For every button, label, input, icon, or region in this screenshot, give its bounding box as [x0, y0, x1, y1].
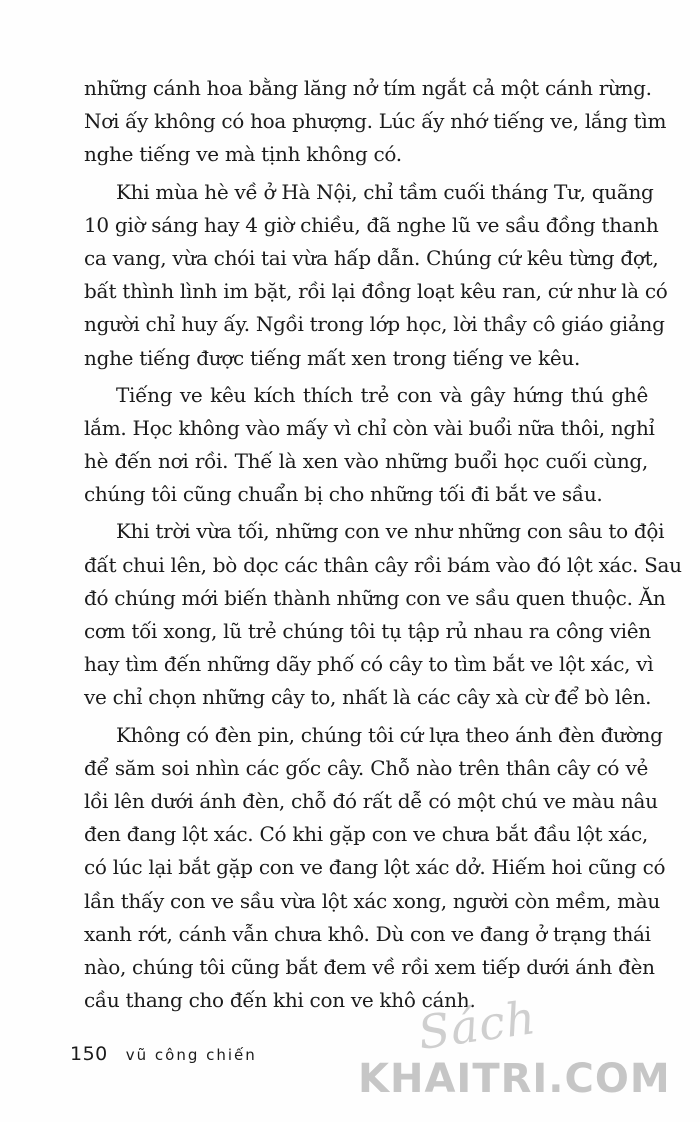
paragraph-1: [84, 72, 667, 172]
text-line: cầu thang cho đến khi con ve khô cánh.: [84, 988, 476, 1013]
text-line: nghe tiếng được tiếng mất xen trong tiếng ve kêu.: [84, 345, 581, 370]
text-line: nghe tiếng ve mà tịnh không có.: [84, 142, 402, 167]
text-line: đen đang lột xác. Có khi gặp con ve chưa bắt đầu lột xác,: [84, 822, 648, 847]
text-line: ca vang, vừa chói tai vừa hấp dẫn. Chúng cứ kêu từng đợt,: [84, 245, 659, 270]
page-number: 150: [70, 1043, 108, 1065]
text-line: Khi trời vừa tối, những con ve như những con sâu to đội: [116, 519, 665, 544]
text-line: Tiếng ve kêu kích thích trẻ con và gây hứng thú ghê: [116, 382, 648, 407]
watermark-logo: [358, 990, 688, 1114]
watermark-site-text: KHAITRI.COM: [358, 1056, 671, 1102]
text-line: lắm. Học không vào mấy vì chỉ còn vài buổi nữa thôi, nghỉ: [84, 415, 655, 440]
paragraph-5: [84, 719, 666, 1018]
text-line: xanh rớt, cánh vẫn chưa khô. Dù con ve đang ở trạng thái: [84, 921, 651, 946]
text-line: nào, chúng tôi cũng bắt đem về rồi xem tiếp dưới ánh đèn: [84, 954, 655, 979]
text-line: ve chỉ chọn những cây to, nhất là các cây xà cừ để bò lên.: [84, 685, 652, 710]
paragraph-3: [84, 379, 655, 512]
running-head-author: vũ công chiến: [125, 1046, 257, 1064]
text-line: để săm soi nhìn các gốc cây. Chỗ nào trên thân cây có vẻ: [84, 755, 648, 780]
text-line: cơm tối xong, lũ trẻ chúng tôi tụ tập rủ nhau ra công viên: [84, 619, 651, 643]
text-line: 10 giờ sáng hay 4 giờ chiều, đã nghe lũ ve sầu đồng thanh: [84, 212, 659, 237]
text-line: đó chúng mới biến thành những con ve sầu quen thuộc. Ăn: [84, 585, 666, 610]
text-line: người chỉ huy ấy. Ngồi trong lớp học, lời thầy cô giáo giảng: [84, 312, 665, 337]
text-line: hay tìm đến những dãy phố có cây to tìm bắt ve lột xác, vì: [84, 652, 654, 677]
text-line: Nơi ấy không có hoa phượng. Lúc ấy nhớ tiếng ve, lắng tìm: [84, 109, 667, 134]
text-line: lần thấy con ve sầu vừa lột xác xong, người còn mềm, màu: [84, 888, 660, 913]
paragraph-2: [84, 176, 668, 375]
text-line: chúng tôi cũng chuẩn bị cho những tối đi bắt ve sầu.: [84, 482, 603, 507]
body-text: [84, 72, 682, 1017]
text-line: lồi lên dưới ánh đèn, chỗ đó rất dễ có một chú ve màu nâu: [84, 788, 658, 813]
text-line: Không có đèn pin, chúng tôi cứ lựa theo ánh đèn đường: [116, 722, 663, 747]
text-line: đất chui lên, bò dọc các thân cây rồi bám vào đó lột xác. Sau: [84, 552, 682, 577]
page-footer: [70, 1043, 257, 1065]
text-line: hè đến nơi rồi. Thế là xen vào những buổi học cuối cùng,: [84, 449, 648, 474]
paragraph-4: [84, 515, 682, 714]
text-line: Khi mùa hè về ở Hà Nội, chỉ tầm cuối tháng Tư, quãng: [116, 179, 654, 204]
text-line: có lúc lại bắt gặp con ve đang lột xác dở. Hiếm hoi cũng có: [84, 855, 666, 880]
watermark-script-text: Sách: [414, 990, 540, 1060]
text-line: những cánh hoa bằng lăng nở tím ngắt cả một cánh rừng.: [84, 76, 652, 100]
text-line: bất thình lình im bặt, rồi lại đồng loạt kêu ran, cứ như là có: [84, 279, 668, 304]
